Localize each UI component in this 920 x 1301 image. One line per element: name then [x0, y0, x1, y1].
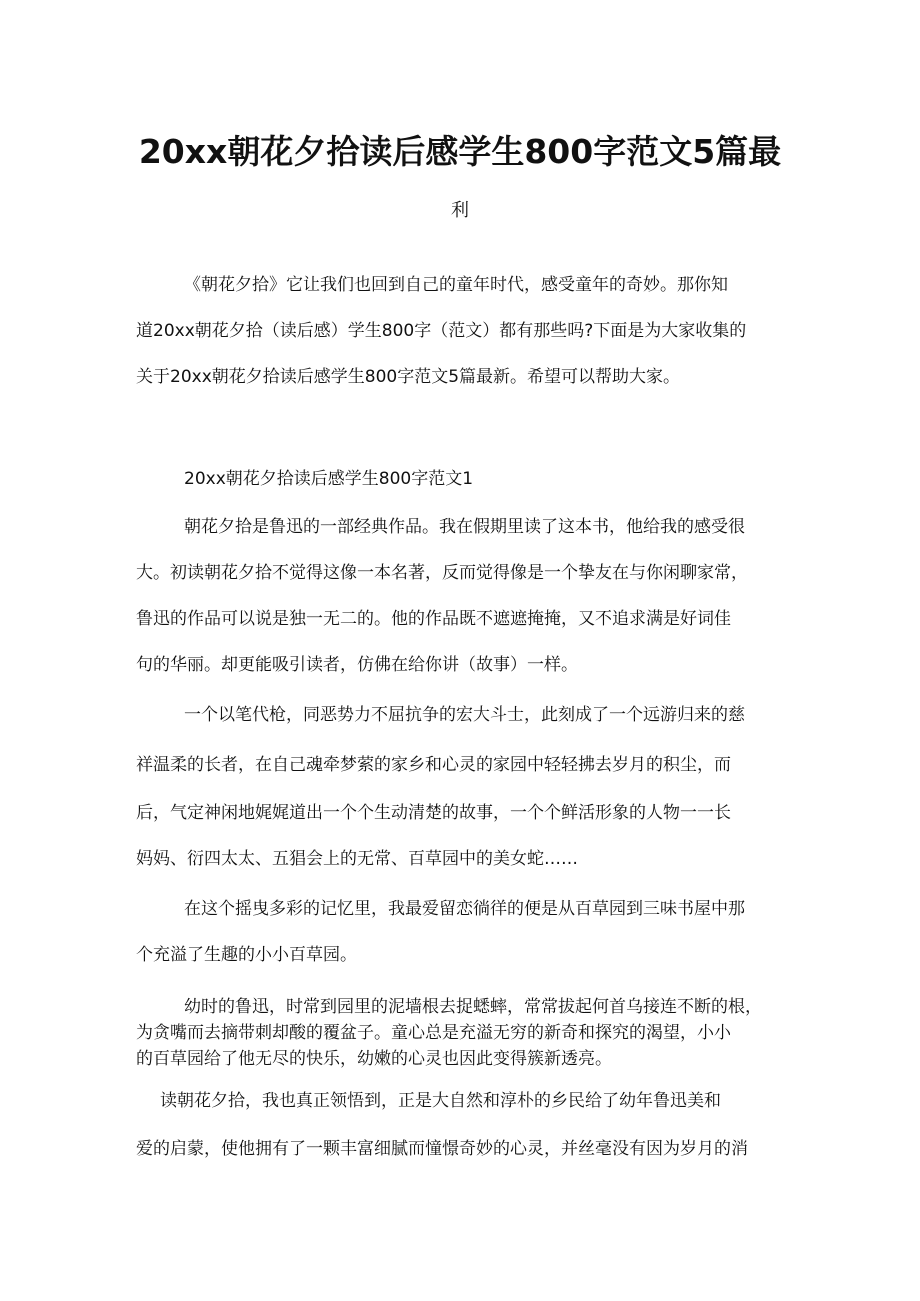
intro-line: 关于20xx朝花夕拾读后感学生800字范文5篇最新。希望可以帮助大家。: [136, 367, 681, 387]
intro-line: 道20xx朝花夕拾（读后感）学生800字（范文）都有那些吗?下面是为大家收集的: [136, 321, 747, 341]
paragraph-line: 的百草园给了他无尽的快乐，幼嫩的心灵也因此变得簇新透亮。: [136, 1049, 612, 1069]
paragraph-line: 一个以笔代枪，同恶势力不屈抗争的宏大斗士，此刻成了一个远游归来的慈: [184, 705, 745, 725]
paragraph-line: 爱的启蒙，使他拥有了一颗丰富细腻而憧憬奇妙的心灵，并丝毫没有因为岁月的消: [136, 1139, 748, 1159]
paragraph-line: 读朝花夕拾，我也真正领悟到，正是大自然和淳朴的乡民给了幼年鲁迅美和: [160, 1091, 721, 1111]
document-title-continuation: 利: [451, 200, 469, 221]
intro-line: 《朝花夕拾》它让我们也回到自己的童年时代，感受童年的奇妙。那你知: [184, 275, 728, 295]
document-title: 20xx朝花夕拾读后感学生800字范文5篇最: [138, 132, 782, 171]
paragraph-line: 在这个摇曳多彩的记忆里，我最爱留恋徜徉的便是从百草园到三味书屋中那: [184, 899, 745, 919]
paragraph-line: 大。初读朝花夕拾不觉得这像一本名著，反而觉得像是一个挚友在与你闲聊家常，: [136, 563, 748, 583]
section-heading: 20xx朝花夕拾读后感学生800字范文1: [184, 469, 474, 489]
paragraph-line: 妈妈、衍四太太、五猖会上的无常、百草园中的美女蛇……: [136, 849, 578, 869]
paragraph-line: 鲁迅的作品可以说是独一无二的。他的作品既不遮遮掩掩，又不追求满是好词佳: [136, 609, 731, 629]
paragraph-line: 个充溢了生趣的小小百草园。: [136, 945, 357, 965]
paragraph-line: 朝花夕拾是鲁迅的一部经典作品。我在假期里读了这本书，他给我的感受很: [184, 517, 745, 537]
paragraph-line: 幼时的鲁迅，时常到园里的泥墙根去捉蟋蟀，常常拔起何首乌接连不断的根，: [184, 997, 762, 1017]
paragraph-line: 祥温柔的长者，在自己魂牵梦萦的家乡和心灵的家园中轻轻拂去岁月的积尘，而: [136, 755, 731, 775]
paragraph-line: 句的华丽。却更能吸引读者，仿佛在给你讲（故事）一样。: [136, 655, 578, 675]
paragraph-line: 后，气定神闲地娓娓道出一个个生动清楚的故事，一个个鲜活形象的人物一一长: [136, 803, 731, 823]
paragraph-line: 为贪嘴而去摘带刺却酸的覆盆子。童心总是充溢无穷的新奇和探究的渴望，小小: [136, 1023, 731, 1043]
